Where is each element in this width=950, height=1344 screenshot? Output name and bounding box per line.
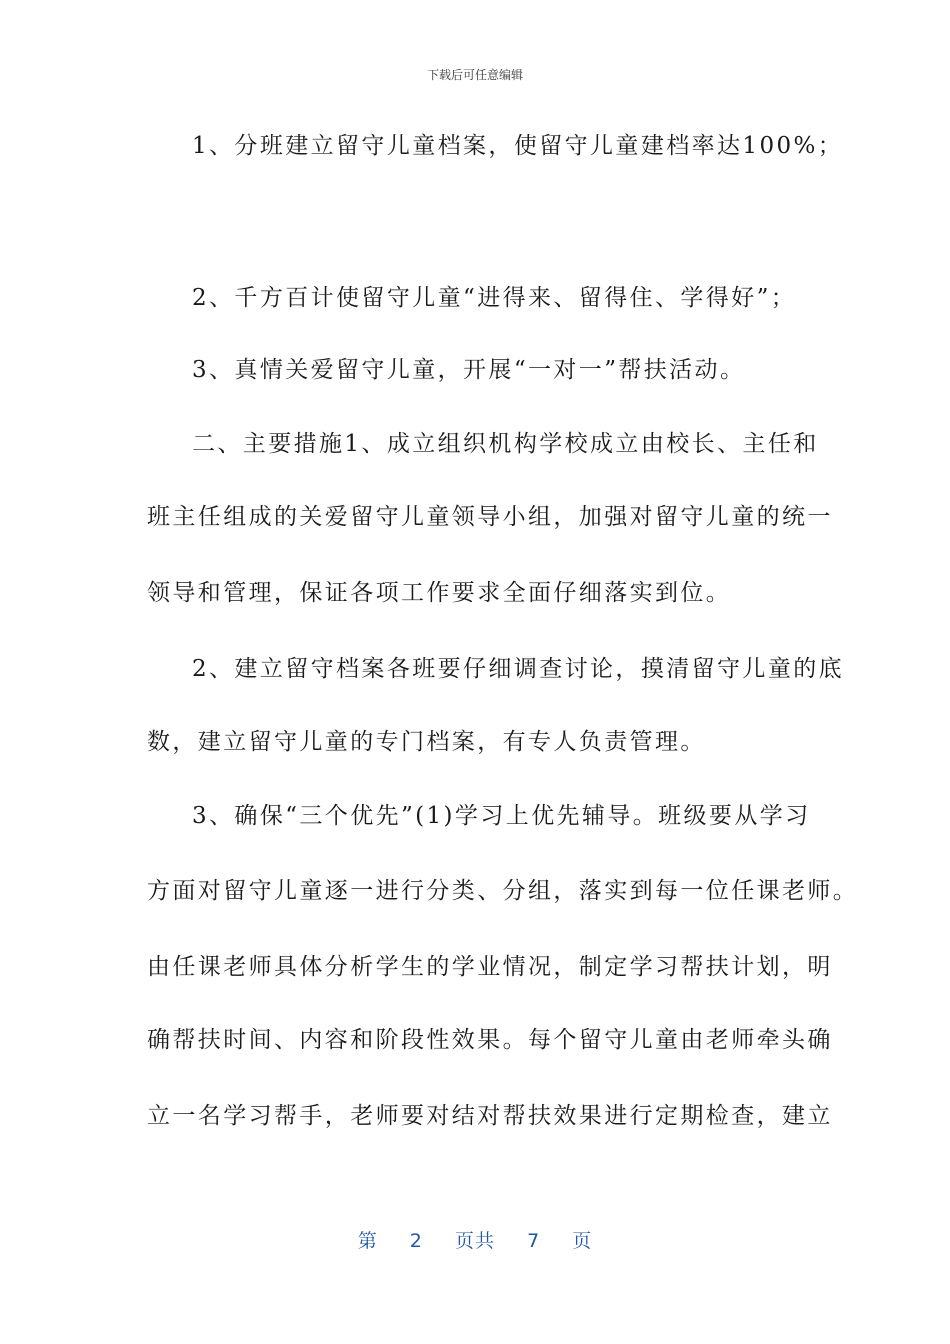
body-line: 确帮扶时间、内容和阶段性效果。每个留守儿童由老师牵头确 xyxy=(147,1027,833,1053)
footer-total-pages: 7 xyxy=(527,1230,541,1252)
body-line: 班主任组成的关爱留守儿童领导小组，加强对留守儿童的统一 xyxy=(147,504,833,530)
body-line: 1、分班建立留守儿童档案，使留守儿童建档率达100%； xyxy=(192,133,844,159)
body-line: 2、千方百计使留守儿童“进得来、留得住、学得好”； xyxy=(192,285,797,311)
page-header: 下载后可任意编辑 xyxy=(426,68,523,82)
body-line: 由任课老师具体分析学生的学业情况，制定学习帮扶计划，明 xyxy=(147,954,833,980)
footer-total-suffix: 页 xyxy=(572,1230,593,1252)
body-line: 3、真情关爱留守儿童，开展“一对一”帮扶活动。 xyxy=(192,357,746,383)
footer-page-suffix: 页共 xyxy=(454,1230,495,1252)
body-line: 立一名学习帮手，老师要对结对帮扶效果进行定期检查，建立 xyxy=(147,1103,833,1129)
page-footer xyxy=(0,1226,950,1253)
body-line: 方面对留守儿童逐一进行分类、分组，落实到每一位任课老师。 xyxy=(147,878,859,904)
footer-page-label: 第 xyxy=(357,1230,378,1252)
body-line: 数，建立留守儿童的专门档案，有专人负责管理。 xyxy=(147,729,706,755)
body-line: 领导和管理，保证各项工作要求全面仔细落实到位。 xyxy=(147,580,732,606)
body-line: 二、主要措施1、成立组织机构学校成立由校长、主任和 xyxy=(192,431,819,457)
body-line: 3、确保“三个优先”(1)学习上优先辅导。班级要从学习 xyxy=(192,803,811,829)
footer-current-page: 2 xyxy=(409,1230,423,1252)
body-line: 2、建立留守档案各班要仔细调查讨论，摸清留守儿童的底 xyxy=(192,656,845,682)
